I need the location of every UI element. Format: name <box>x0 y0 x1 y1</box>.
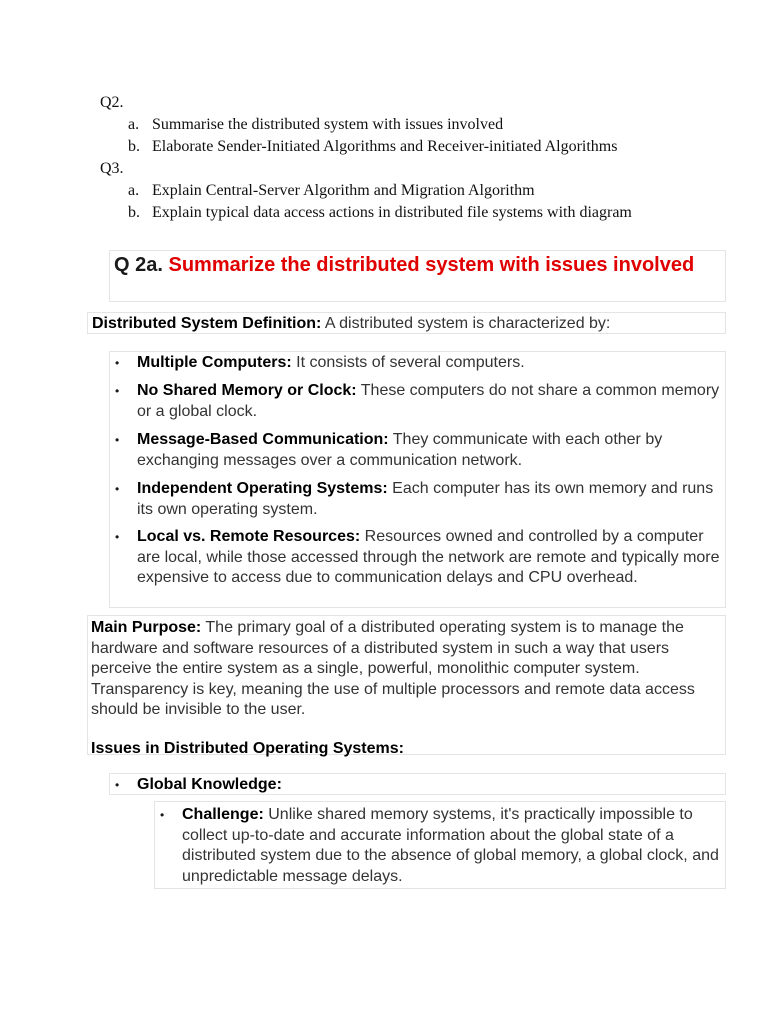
challenge-label: Challenge: <box>182 806 264 823</box>
q2-item-a <box>100 114 700 136</box>
q3-item-b-text: Explain typical data access actions in distributed file systems with diagram <box>152 204 632 221</box>
bullet-icon: • <box>115 482 120 496</box>
challenge-text: Unlike shared memory systems, it's practically impossible to collect up-to-date and accurate information about the global state of a distributed system due to the absence of global memory, a global clock, and unpredictable message delays. <box>182 806 719 885</box>
heading-title: Summarize the distributed system with issues involved <box>168 254 695 276</box>
question-list <box>100 92 700 224</box>
characteristics-list <box>109 351 726 608</box>
bullet-icon: • <box>115 778 120 792</box>
item-label: No Shared Memory or Clock: <box>137 382 357 399</box>
q2-item-b <box>100 136 700 158</box>
item-text: They communicate with each other by exchanging messages over a communication network. <box>137 431 663 469</box>
item-text: Each computer has its own memory and runs its own operating system. <box>137 480 714 518</box>
item-label: Message-Based Communication: <box>137 431 389 448</box>
q2-item-a-text: Summarise the distributed system with issues involved <box>152 116 504 133</box>
definition-text: A distributed system is characterized by: <box>324 315 611 332</box>
q2-item-a-marker: a. <box>128 116 140 133</box>
bullet-icon: • <box>115 384 120 398</box>
item-label: Local vs. Remote Resources: <box>137 528 361 545</box>
q2-item-b-text: Elaborate Sender-Initiated Algorithms and Receiver-initiated Algorithms <box>152 138 618 155</box>
section-heading <box>109 250 726 302</box>
q3-item-b <box>100 202 700 224</box>
main-purpose-text: The primary goal of a distributed operating system is to manage the hardware and software resources of a distributed system in such a way that users perceive the entire system as a single, powerful, monolithic computer system. Transparency is key, meaning the use of multiple processors and remote data access should be invisible to the user. <box>91 619 695 718</box>
q3-item-b-marker: b. <box>128 204 140 221</box>
main-purpose-label: Main Purpose: <box>91 619 202 636</box>
bullet-icon: • <box>115 530 120 544</box>
heading-prefix: Q 2a. <box>114 254 163 276</box>
bullet-icon: • <box>160 808 165 822</box>
item-label: Multiple Computers: <box>137 354 292 371</box>
q3-label: Q3. <box>100 160 124 177</box>
definition-label: Distributed System Definition: <box>92 315 322 332</box>
q2-label: Q2. <box>100 94 124 111</box>
item-text: It consists of several computers. <box>296 354 525 371</box>
bullet-icon: • <box>115 433 120 447</box>
bullet-icon: • <box>115 356 120 370</box>
item-label: Independent Operating Systems: <box>137 480 388 497</box>
challenge-item <box>154 801 726 889</box>
q2-item-b-marker: b. <box>128 138 140 155</box>
item-text: These computers do not share a common memory or a global clock. <box>137 382 720 420</box>
item-text: Resources owned and controlled by a computer are local, while those accessed through the network are remote and typically more expensive to access due to communication delays and CPU overhead. <box>137 528 720 586</box>
q3-item-a-text: Explain Central-Server Algorithm and Migration Algorithm <box>152 182 535 199</box>
q3-item-a-marker: a. <box>128 182 140 199</box>
q3-item-a <box>100 180 700 202</box>
global-knowledge-label: Global Knowledge: <box>137 776 282 793</box>
definition-line <box>87 312 726 334</box>
main-purpose-block <box>87 615 726 755</box>
issues-heading: Issues in Distributed Operating Systems: <box>91 739 404 757</box>
global-knowledge-item <box>109 773 726 795</box>
